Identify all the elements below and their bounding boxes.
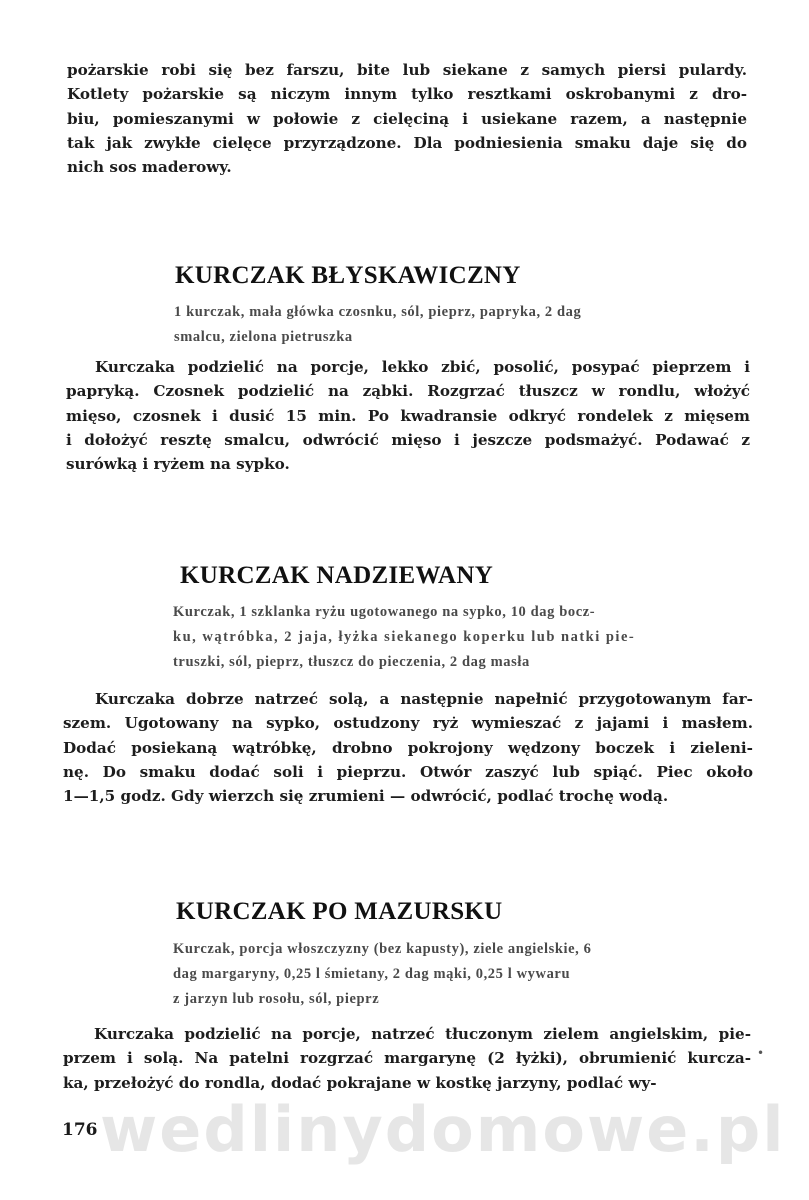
recipe-title: KURCZAK PO MAZURSKU — [176, 898, 503, 925]
method-line: szem. Ugotowany na sypko, ostudzony ryż wymieszać z jajami i masłem. — [63, 714, 753, 733]
recipe-ingredients — [174, 300, 581, 350]
ingredients-line: Kurczak, 1 szklanka ryżu ugotowanego na sypko, 10 dag bocz- — [173, 604, 596, 620]
ingredients-line: 1 kurczak, mała główka czosnku, sól, pieprz, papryka, 2 dag — [174, 304, 582, 320]
ingredients-line: dag margaryny, 0,25 l śmietany, 2 dag mąki, 0,25 l wywaru — [173, 966, 571, 982]
recipe-title: KURCZAK NADZIEWANY — [180, 562, 494, 589]
recipe-ingredients — [173, 600, 635, 675]
scan-speck: • — [757, 1046, 765, 1060]
method-line: Kurczaka dobrze natrzeć solą, a następnie napełnić przygotowanym far- — [95, 690, 753, 708]
method-line: 1—1,5 godz. Gdy wierzch się zrumieni — odwrócić, podlać trochę wodą. — [63, 787, 669, 806]
intro-line: biu, pomieszanymi w połowie z cielęciną i usiekane razem, a następnie — [67, 109, 747, 128]
ingredients-line: z jarzyn lub rosołu, sól, pieprz — [173, 991, 380, 1007]
ingredients-line: smalcu, zielona pietruszka — [174, 329, 353, 345]
watermark: wedlinydomowe.pl — [100, 1093, 786, 1166]
intro-line: nich sos maderowy. — [67, 158, 232, 177]
method-line: Kurczaka podzielić na porcje, lekko zbić, posolić, posypać pieprzem i — [95, 358, 750, 376]
method-line: przem i solą. Na patelni rozgrzać margarynę (2 łyżki), obrumienić kurcza- — [63, 1049, 751, 1068]
page-number: 176 — [62, 1120, 98, 1140]
intro-line: Kotlety pożarskie są niczym innym tylko resztkami oskrobanymi z dro- — [67, 85, 747, 104]
ingredients-line: truszki, sól, pieprz, tłuszcz do pieczenia, 2 dag masła — [173, 654, 530, 670]
method-line: papryką. Czosnek podzielić na ząbki. Rozgrzać tłuszcz w rondlu, włożyć — [66, 382, 750, 401]
recipe-method — [63, 687, 753, 808]
recipe-method — [66, 355, 750, 476]
method-line: mięso, czosnek i dusić 15 min. Po kwadransie odkryć rondelek z mięsem — [66, 406, 750, 425]
method-line: nę. Do smaku dodać soli i pieprzu. Otwór zaszyć lub spiąć. Piec około — [63, 762, 753, 781]
recipe-ingredients — [173, 937, 591, 1012]
method-line: ka, przełożyć do rondla, dodać pokrajane w kostkę jarzyny, podlać wy- — [63, 1073, 657, 1092]
method-line: i dołożyć resztę smalcu, odwrócić mięso i jeszcze podsmażyć. Podawać z — [66, 430, 750, 449]
intro-line: pożarskie robi się bez farszu, bite lub siekane z samych piersi pulardy. — [67, 61, 747, 79]
intro-line: tak jak zwykłe cielęce przyrządzone. Dla podniesienia smaku daje się do — [67, 133, 747, 152]
intro-paragraph — [67, 58, 747, 179]
ingredients-line: Kurczak, porcja włoszczyzny (bez kapusty), ziele angielskie, 6 — [173, 941, 592, 957]
method-line: Dodać posiekaną wątróbkę, drobno pokrojony wędzony boczek i zieleni- — [63, 738, 753, 757]
method-line: surówką i ryżem na sypko. — [66, 455, 290, 474]
recipe-method — [63, 1022, 751, 1095]
method-line: Kurczaka podzielić na porcje, natrzeć tłuczonym zielem angielskim, pie- — [94, 1025, 751, 1043]
ingredients-line: ku, wątróbka, 2 jaja, łyżka siekanego koperku lub natki pie- — [173, 629, 636, 645]
recipe-title: KURCZAK BŁYSKAWICZNY — [175, 262, 521, 289]
